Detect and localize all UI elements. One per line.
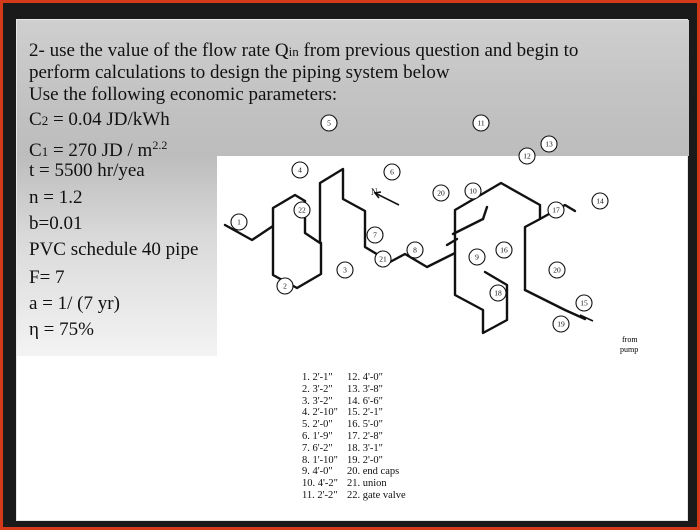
- param-c2: C2 = 0.04 JD/kWh: [29, 109, 170, 130]
- param-f: F= 7: [29, 267, 65, 288]
- legend-item: 20. end caps: [347, 466, 400, 478]
- legend-left-column: [302, 372, 338, 502]
- node-label: 2: [283, 281, 287, 291]
- legend-item: 13. 3'-8": [347, 383, 383, 395]
- node-label: 6: [390, 167, 394, 177]
- problem-line-1: 2- use the value of the flow rate Qin from previous question and begin to: [29, 40, 579, 61]
- from-pump-label-2: pump: [620, 345, 639, 354]
- legend-item: 3. 3'-2": [302, 395, 333, 407]
- node-label: 5: [327, 118, 331, 128]
- node-label: 13: [545, 139, 553, 149]
- legend-item: 21. union: [347, 478, 387, 490]
- node-label: 9: [475, 252, 479, 262]
- node-label: 1: [237, 217, 241, 227]
- legend-item: 11. 2'-2": [302, 489, 338, 501]
- pipe-upper: [453, 219, 483, 234]
- legend-item: 4. 2'-10": [302, 407, 338, 419]
- legend-item: 17. 2'-8": [347, 430, 383, 442]
- node-label: 10: [469, 186, 477, 196]
- node-label: 19: [557, 319, 565, 329]
- problem-line-2: perform calculations to design the piping system below: [29, 62, 450, 83]
- node-label: 8: [413, 245, 417, 255]
- node-label: 20: [553, 265, 561, 275]
- node-label: 15: [580, 298, 588, 308]
- node-label: 4: [298, 165, 302, 175]
- legend-item: 5. 2'-0": [302, 419, 333, 431]
- legend-item: 19. 2'-0": [347, 454, 383, 466]
- legend-item: 10. 4'-2": [302, 478, 338, 490]
- legend-item: 1. 2'-1": [302, 372, 333, 383]
- north-label: N: [371, 187, 378, 197]
- param-b: b=0.01: [29, 213, 83, 234]
- legend-item: 9. 4'-0": [302, 466, 333, 478]
- pipe-upper-2: [483, 207, 487, 219]
- problem-line-3: Use the following economic parameters:: [29, 84, 338, 105]
- node-label: 14: [596, 196, 604, 206]
- node-label: 21: [379, 254, 387, 264]
- param-pipe: PVC schedule 40 pipe: [29, 239, 199, 260]
- legend-item: 22. gate valve: [347, 489, 406, 501]
- node-label: 7: [373, 230, 377, 240]
- node-label: 20: [437, 188, 445, 198]
- param-a: a = 1/ (7 yr): [29, 293, 120, 314]
- node-label: 18: [494, 288, 502, 298]
- legend-item: 15. 2'-1": [347, 407, 383, 419]
- problem-card: [16, 19, 688, 521]
- param-t: t = 5500 hr/yea: [29, 160, 145, 181]
- legend-item: 18. 3'-1": [347, 442, 383, 454]
- legend-item: 14. 6'-6": [347, 395, 383, 407]
- legend-item: 6. 1'-9": [302, 430, 333, 442]
- param-n: n = 1.2: [29, 187, 83, 208]
- legend-item: 16. 5'-0": [347, 419, 383, 431]
- node-label: 16: [500, 245, 508, 255]
- node-label: 17: [552, 205, 560, 215]
- piping-isometric-drawing: [225, 118, 665, 370]
- from-pump-label: from: [622, 335, 638, 344]
- legend-item: 7. 6'-2": [302, 442, 333, 454]
- param-eta: η = 75%: [29, 319, 94, 340]
- legend-right-column: [347, 372, 406, 502]
- param-c1: C1 = 270 JD / $m^{2.2}$: [29, 138, 168, 161]
- node-label: 12: [523, 151, 531, 161]
- node-label: 22: [298, 205, 306, 215]
- node-label: 3: [343, 265, 347, 275]
- node-label: 11: [477, 118, 485, 128]
- pipe-run-left: [273, 226, 321, 288]
- legend-item: 12. 4'-0": [347, 372, 383, 383]
- legend-item: 2. 3'-2": [302, 383, 333, 395]
- legend-item: 8. 1'-10": [302, 454, 338, 466]
